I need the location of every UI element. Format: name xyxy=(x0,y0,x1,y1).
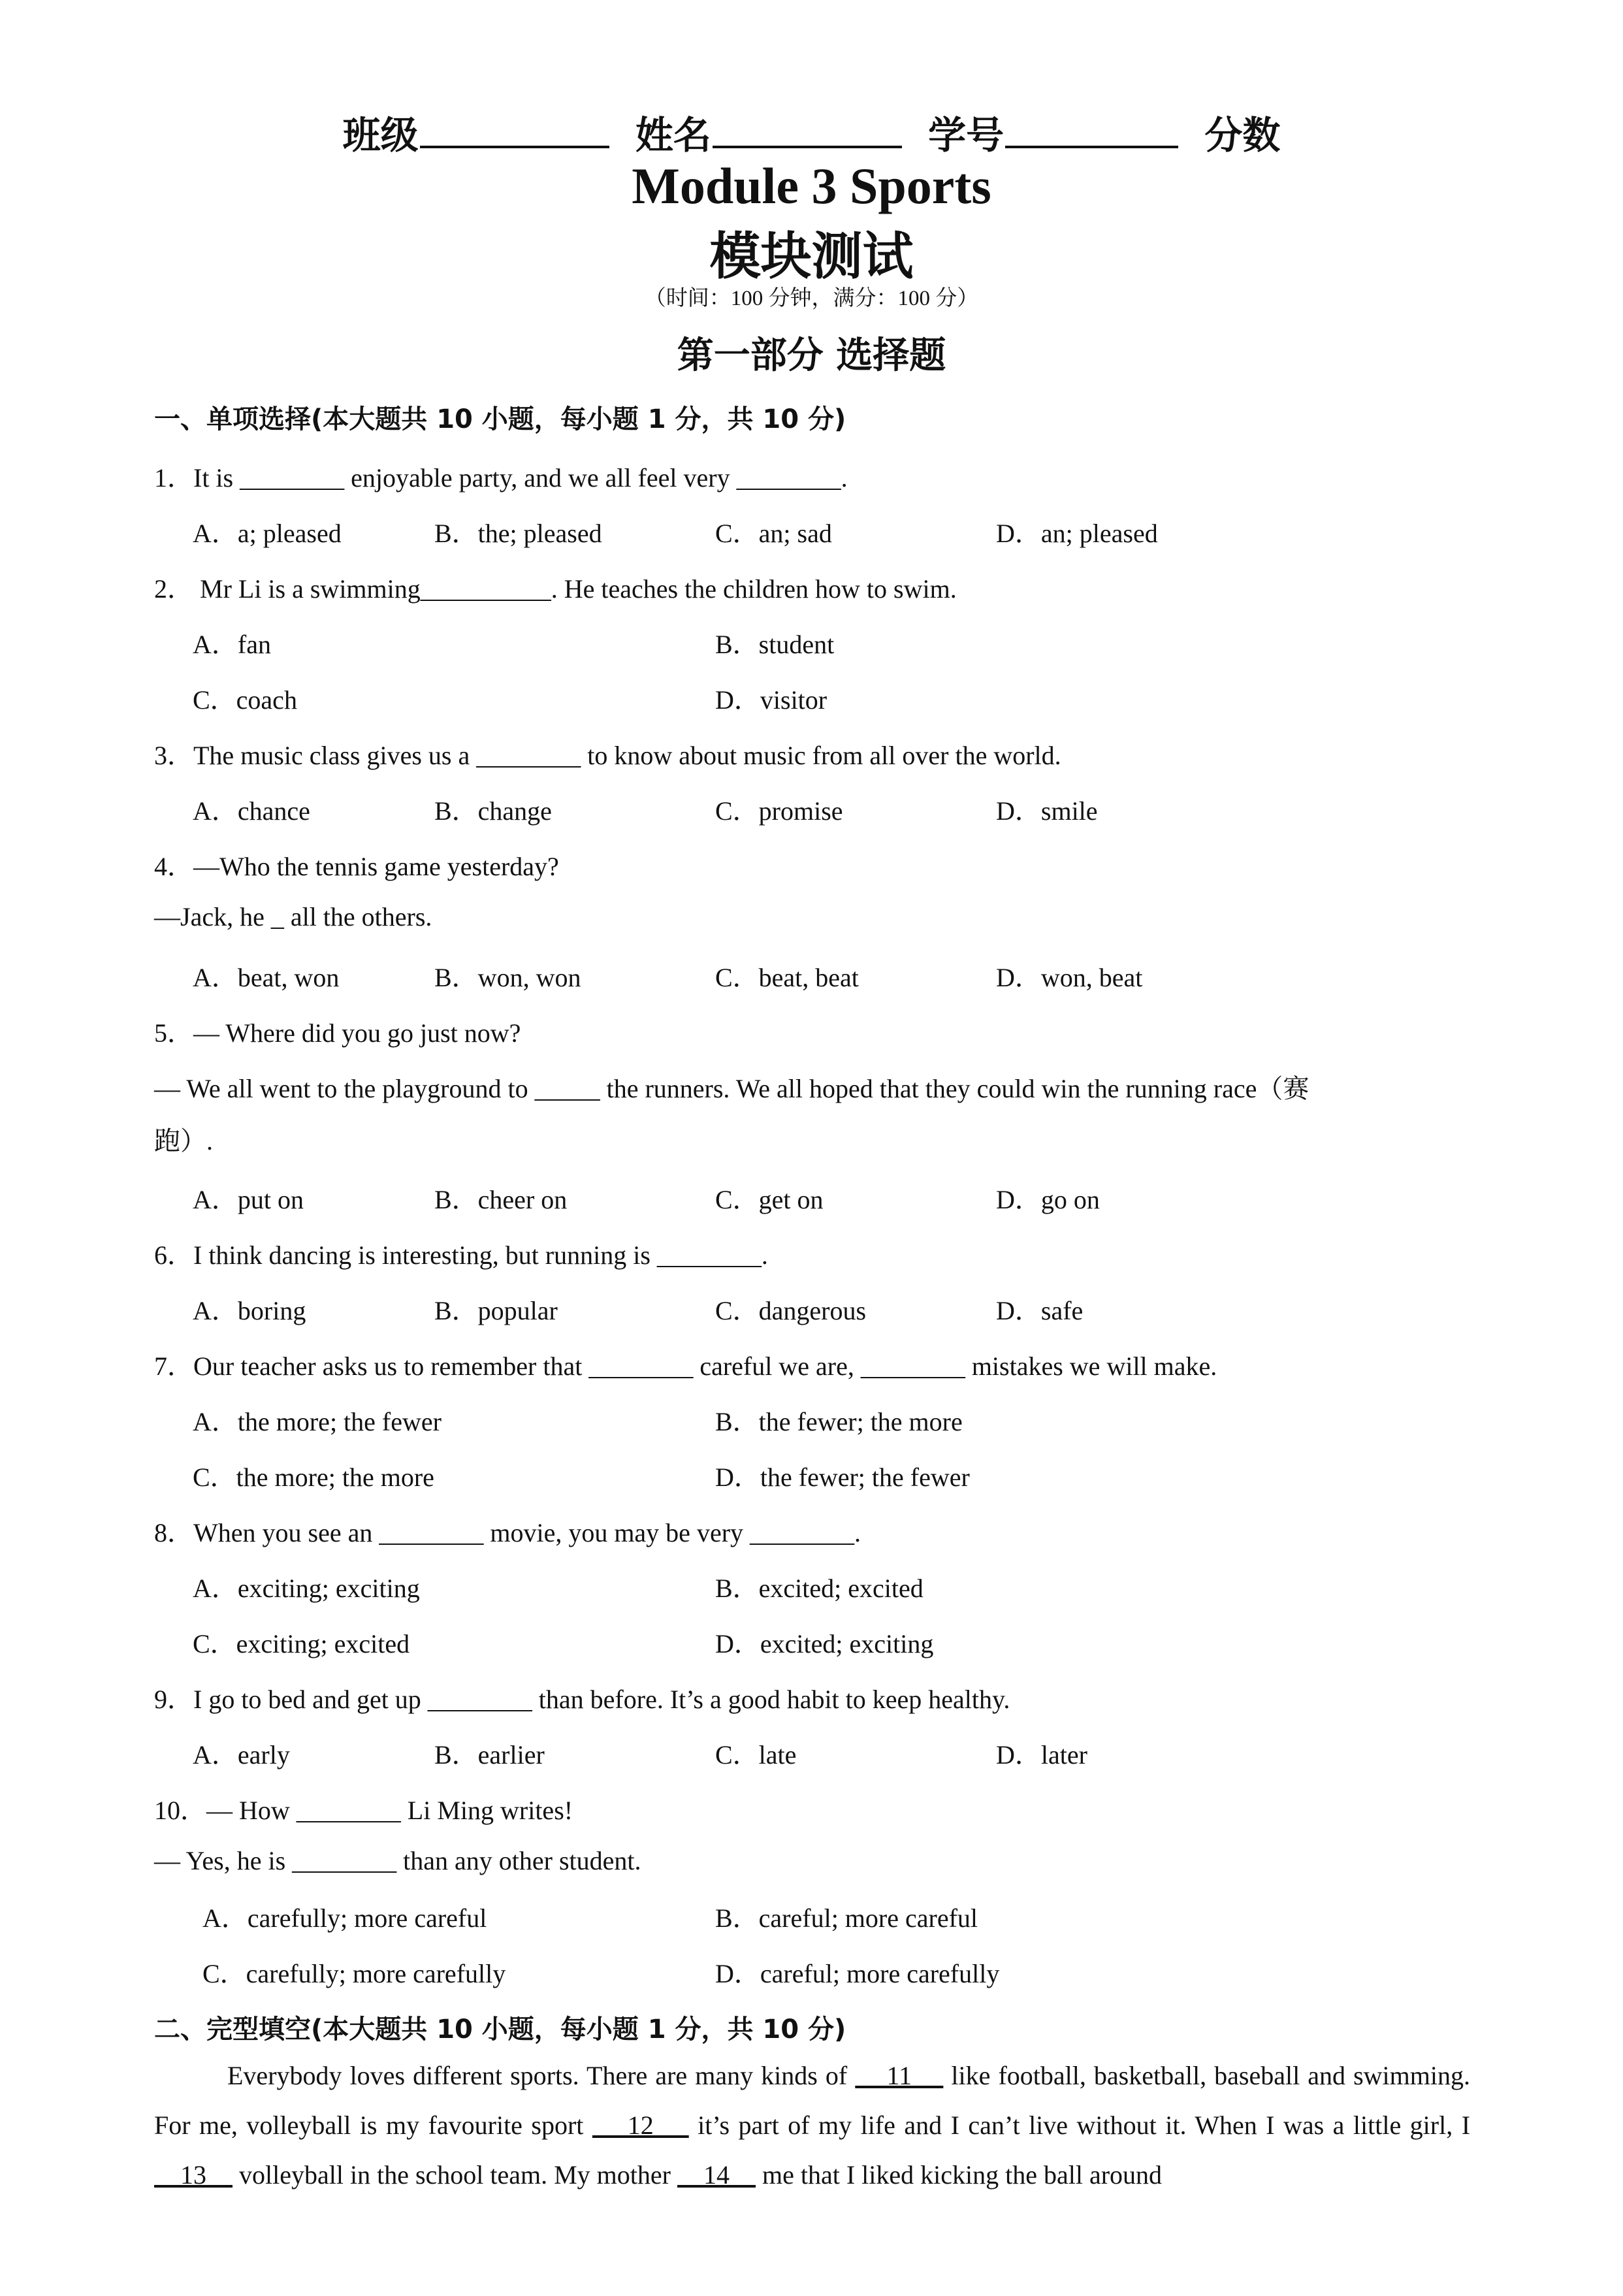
passage-text-5: me that I liked kicking the ball around xyxy=(755,2160,1163,2190)
question-5-option-b[interactable]: B．cheer on xyxy=(434,1185,568,1214)
passage-text-1: Everybody loves different sports. There are many kinds of xyxy=(227,2061,856,2090)
passage-text-2: like football, basketball, baseball and swimming. For me, volleyball is my favourite sport xyxy=(154,2061,1471,2140)
question-5-option-d[interactable]: D．go on xyxy=(996,1185,1100,1214)
question-4-stem: 4．—Who the tennis game yesterday? xyxy=(154,852,559,881)
blank-11[interactable]: 11 xyxy=(855,2061,944,2090)
question-10-option-a[interactable]: A．carefully; more careful xyxy=(202,1903,487,1933)
page-subtitle: 模块测试 xyxy=(709,227,914,286)
blank-13[interactable]: 13 xyxy=(154,2160,233,2190)
student-info-line xyxy=(0,105,1623,159)
question-9-option-d[interactable]: D．later xyxy=(996,1740,1087,1770)
class-blank xyxy=(420,114,609,148)
question-2-option-c[interactable]: C．coach xyxy=(193,685,297,715)
question-9-option-c[interactable]: C．late xyxy=(715,1740,797,1770)
question-3-stem: 3．The music class gives us a ________ to know about music from all over the world. xyxy=(154,741,1061,770)
time-note: （时间：100 分钟，满分：100 分） xyxy=(644,287,979,310)
question-8-option-c[interactable]: C．exciting; excited xyxy=(193,1629,410,1658)
question-5-option-a[interactable]: A．put on xyxy=(193,1185,304,1214)
question-7-stem: 7．Our teacher asks us to remember that ________ careful we are, ________ mistakes we will make. xyxy=(154,1351,1217,1381)
question-6-stem: 6．I think dancing is interesting, but running is ________. xyxy=(154,1240,768,1270)
part-title: 第一部分 选择题 xyxy=(677,334,946,377)
name-label: 姓名 xyxy=(635,113,711,157)
id-blank xyxy=(1005,114,1178,148)
score-label: 分数 xyxy=(1204,113,1281,157)
question-2-option-b[interactable]: B．student xyxy=(715,630,835,659)
question-2-option-a[interactable]: A．fan xyxy=(193,630,271,659)
question-10-option-c[interactable]: C．carefully; more carefully xyxy=(202,1959,506,1988)
class-label: 班级 xyxy=(342,113,419,157)
question-1-stem: 1．It is ________ enjoyable party, and we all feel very ________. xyxy=(154,463,848,493)
question-3-option-b[interactable]: B．change xyxy=(434,796,552,826)
question-8-option-b[interactable]: B．excited; excited xyxy=(715,1574,924,1603)
question-9-option-b[interactable]: B．earlier xyxy=(434,1740,545,1770)
question-7-option-a[interactable]: A．the more; the fewer xyxy=(193,1407,442,1436)
question-6-option-c[interactable]: C．dangerous xyxy=(715,1296,867,1325)
blank-14[interactable]: 14 xyxy=(677,2160,756,2190)
section-1-title: 一、单项选择(本大题共 10 小题，每小题 1 分，共 10 分) xyxy=(154,404,846,434)
section-2-title: 二、完型填空(本大题共 10 小题，每小题 1 分，共 10 分) xyxy=(154,2014,846,2045)
question-10-stem: 10．— How ________ Li Ming writes! xyxy=(154,1796,573,1825)
question-4-option-d[interactable]: D．won, beat xyxy=(996,963,1143,992)
question-8-option-d[interactable]: D．excited; exciting xyxy=(715,1629,934,1658)
question-5-stem-reply: — We all went to the playground to _____ the runners. We all hoped that they could win the running race（赛 xyxy=(154,1074,1310,1103)
question-5-stem: 5．— Where did you go just now? xyxy=(154,1018,521,1048)
page-title: Module 3 Sports xyxy=(632,157,991,214)
question-2-stem: 2． Mr Li is a swimming__________. He teaches the children how to swim. xyxy=(154,574,957,604)
question-9-option-a[interactable]: A．early xyxy=(193,1740,290,1770)
question-7-option-d[interactable]: D．the fewer; the fewer xyxy=(715,1463,970,1492)
id-label: 学号 xyxy=(928,113,1004,157)
question-2-option-d[interactable]: D．visitor xyxy=(715,685,828,715)
question-10-option-d[interactable]: D．careful; more carefully xyxy=(715,1959,1000,1988)
question-3-option-d[interactable]: D．smile xyxy=(996,796,1098,826)
question-3-option-a[interactable]: A．chance xyxy=(193,796,310,826)
question-7-option-c[interactable]: C．the more; the more xyxy=(193,1463,434,1492)
question-4-option-b[interactable]: B．won, won xyxy=(434,963,581,992)
name-blank xyxy=(713,114,902,148)
question-10-stem-reply: — Yes, he is ________ than any other student. xyxy=(154,1846,641,1875)
question-6-option-b[interactable]: B．popular xyxy=(434,1296,558,1325)
question-4-option-a[interactable]: A．beat, won xyxy=(193,963,340,992)
passage-text-4: volleyball in the school team. My mother xyxy=(233,2160,677,2190)
question-10-option-b[interactable]: B．careful; more careful xyxy=(715,1903,978,1933)
question-9-stem: 9．I go to bed and get up ________ than before. It’s a good habit to keep healthy. xyxy=(154,1685,1010,1714)
question-1-option-c[interactable]: C．an; sad xyxy=(715,519,832,548)
question-1-option-b[interactable]: B．the; pleased xyxy=(434,519,602,548)
question-4-option-c[interactable]: C．beat, beat xyxy=(715,963,859,992)
question-6-option-d[interactable]: D．safe xyxy=(996,1296,1084,1325)
question-5-option-c[interactable]: C．get on xyxy=(715,1185,824,1214)
question-3-option-c[interactable]: C．promise xyxy=(715,796,843,826)
question-6-option-a[interactable]: A．boring xyxy=(193,1296,306,1325)
question-1-option-a[interactable]: A．a; pleased xyxy=(193,519,342,548)
question-7-option-b[interactable]: B．the fewer; the more xyxy=(715,1407,963,1436)
question-5-stem-cont: 跑）. xyxy=(154,1126,213,1156)
question-1-option-d[interactable]: D．an; pleased xyxy=(996,519,1158,548)
question-8-stem: 8．When you see an ________ movie, you may be very ________. xyxy=(154,1518,861,1547)
passage-text-3: it’s part of my life and I can’t live without it. When I was a little girl, I xyxy=(688,2110,1471,2140)
question-4-stem-reply: —Jack, he _ all the others. xyxy=(154,902,432,931)
cloze-passage xyxy=(154,2051,1470,2200)
blank-12[interactable]: 12 xyxy=(592,2110,689,2140)
question-8-option-a[interactable]: A．exciting; exciting xyxy=(193,1574,420,1603)
